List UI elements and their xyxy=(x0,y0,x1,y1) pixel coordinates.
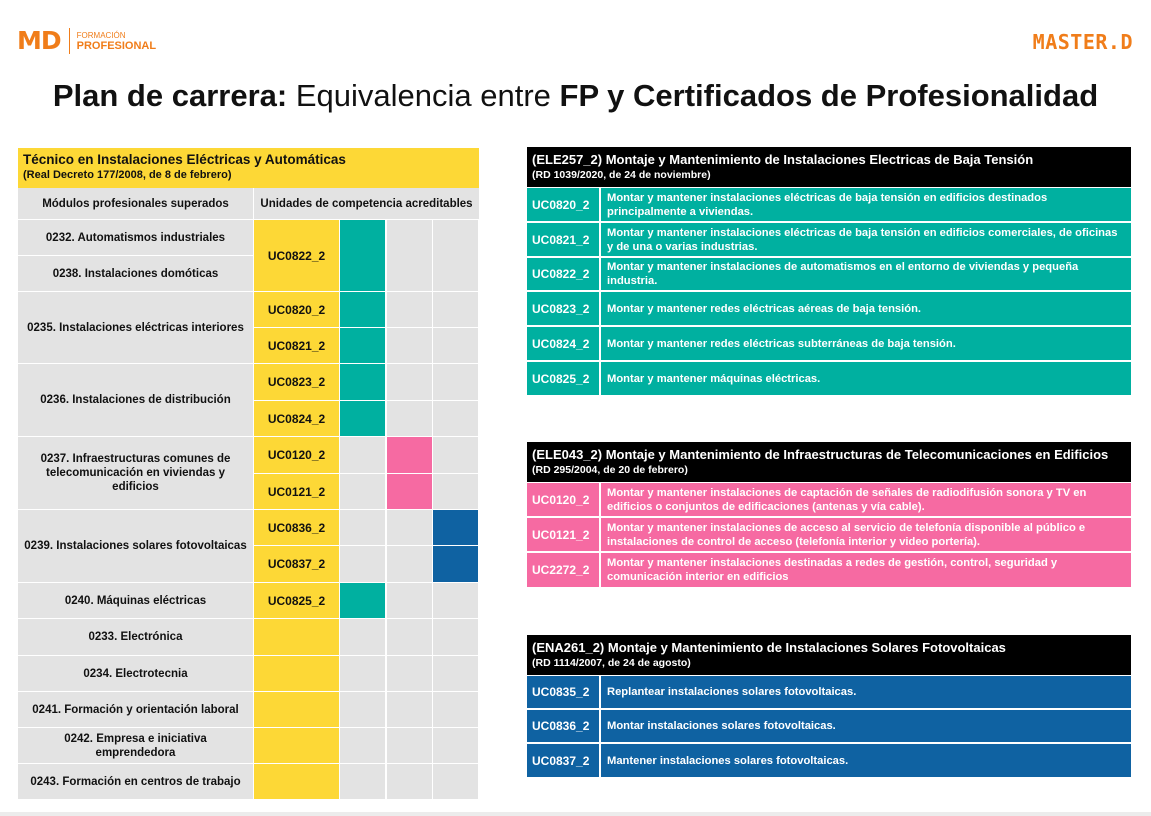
logo-divider xyxy=(69,28,70,54)
equivalence-marker-teal xyxy=(340,364,385,400)
title-bold: Plan de carrera: xyxy=(52,78,288,113)
empty-cell xyxy=(433,220,478,291)
empty-cell xyxy=(433,728,478,763)
empty-unit-cell xyxy=(254,692,339,727)
empty-cell xyxy=(340,656,385,691)
certificate-decree: (RD 1039/2020, de 24 de noviembre) xyxy=(532,169,711,181)
empty-cell xyxy=(387,656,432,691)
equivalence-marker-teal xyxy=(340,401,385,436)
unit-code-cell: UC0837_2 xyxy=(254,546,339,582)
empty-unit-cell xyxy=(254,728,339,763)
competency-description: Montar y mantener redes eléctricas subterráneas de baja tensión. xyxy=(601,327,1131,360)
competency-code: UC0824_2 xyxy=(527,327,599,360)
competency-description: Montar instalaciones solares fotovoltaicas. xyxy=(601,710,1131,742)
competency-code: UC0820_2 xyxy=(527,188,599,221)
empty-cell xyxy=(387,546,432,582)
empty-cell xyxy=(387,583,432,618)
competency-code: UC0836_2 xyxy=(527,710,599,742)
unit-code-cell: UC0836_2 xyxy=(254,510,339,545)
empty-cell xyxy=(387,619,432,655)
module-cell: 0240. Máquinas eléctricas xyxy=(18,583,253,618)
empty-cell xyxy=(387,401,432,436)
module-cell: 0241. Formación y orientación laboral xyxy=(18,692,253,727)
empty-cell xyxy=(433,692,478,727)
empty-cell xyxy=(340,437,385,473)
empty-cell xyxy=(433,292,478,327)
competency-row xyxy=(527,223,1131,256)
competency-code: UC0823_2 xyxy=(527,292,599,325)
competency-description: Replantear instalaciones solares fotovoltaicas. xyxy=(601,676,1131,708)
module-cell: 0235. Instalaciones eléctricas interiores xyxy=(18,292,253,363)
competency-row xyxy=(527,676,1131,708)
module-cell: 0234. Electrotecnia xyxy=(18,656,253,691)
competency-code: UC0120_2 xyxy=(527,483,599,516)
empty-cell xyxy=(387,692,432,727)
unit-code-cell: UC0821_2 xyxy=(254,328,339,363)
bottom-divider xyxy=(0,812,1151,816)
empty-cell xyxy=(340,764,385,799)
md-formacion-profesional-logo xyxy=(17,28,156,54)
module-cell: 0233. Electrónica xyxy=(18,619,253,655)
module-cell: 0239. Instalaciones solares fotovoltaicas xyxy=(18,510,253,582)
empty-unit-cell xyxy=(254,764,339,799)
unit-code-cell: UC0824_2 xyxy=(254,401,339,436)
empty-cell xyxy=(433,619,478,655)
fp-title: Técnico en Instalaciones Eléctricas y Automáticas xyxy=(23,152,346,167)
fp-decree: (Real Decreto 177/2008, de 8 de febrero) xyxy=(23,169,232,181)
equivalence-marker-pink xyxy=(387,437,432,473)
empty-cell xyxy=(433,764,478,799)
empty-cell xyxy=(387,328,432,363)
equivalence-marker-teal xyxy=(340,583,385,618)
empty-cell xyxy=(433,437,478,473)
empty-cell xyxy=(433,364,478,400)
empty-cell xyxy=(433,583,478,618)
competency-row xyxy=(527,362,1131,395)
fp-title-header xyxy=(18,148,479,188)
competency-row xyxy=(527,258,1131,290)
unit-code-cell: UC0820_2 xyxy=(254,292,339,327)
competency-row xyxy=(527,292,1131,325)
certificate-header xyxy=(527,635,1131,675)
module-cell: 0237. Infraestructuras comunes de telecomunicación en viviendas y edificios xyxy=(18,437,253,509)
empty-cell xyxy=(340,728,385,763)
unit-code-cell: UC0121_2 xyxy=(254,474,339,509)
competency-code: UC2272_2 xyxy=(527,553,599,587)
unit-code-cell: UC0823_2 xyxy=(254,364,339,400)
module-cell: 0242. Empresa e iniciativa emprendedora xyxy=(18,728,253,763)
empty-unit-cell xyxy=(254,656,339,691)
competency-description: Montar y mantener instalaciones destinadas a redes de gestión, control, seguridad y comunicación interior en edificios xyxy=(601,553,1131,587)
certificate-title: (ELE257_2) Montaje y Mantenimiento de Instalaciones Electricas de Baja Tensión xyxy=(532,152,1034,167)
competency-row xyxy=(527,710,1131,742)
competency-row xyxy=(527,188,1131,221)
page-title xyxy=(0,78,1151,114)
empty-cell xyxy=(387,220,432,291)
unit-code-cell: UC0822_2 xyxy=(254,220,339,291)
empty-cell xyxy=(340,546,385,582)
module-cell: 0238. Instalaciones domóticas xyxy=(18,256,253,291)
competency-code: UC0821_2 xyxy=(527,223,599,256)
module-cell: 0236. Instalaciones de distribución xyxy=(18,364,253,436)
logo-text xyxy=(77,30,156,52)
competency-code: UC0837_2 xyxy=(527,744,599,777)
competency-description: Montar y mantener instalaciones eléctricas de baja tensión en edificios comerciales, de oficinas y de una o varias industrias. xyxy=(601,223,1131,256)
title-middle: Equivalencia entre xyxy=(295,78,551,113)
certificate-decree: (RD 1114/2007, de 24 de agosto) xyxy=(532,657,691,669)
col-header-modules: Módulos profesionales superados xyxy=(18,188,253,219)
certificate-title: (ENA261_2) Montaje y Mantenimiento de Instalaciones Solares Fotovoltaicas xyxy=(532,640,1006,655)
competency-row xyxy=(527,518,1131,551)
competency-row xyxy=(527,483,1131,516)
competency-description: Montar y mantener instalaciones de captación de señales de radiodifusión sonora y TV en edificios o conjuntos de edificaciones (antenas y vía cable). xyxy=(601,483,1131,516)
empty-cell xyxy=(433,401,478,436)
competency-row xyxy=(527,553,1131,587)
empty-cell xyxy=(340,510,385,545)
md-logo-mark: MD xyxy=(17,26,61,55)
empty-cell xyxy=(387,764,432,799)
competency-description: Montar y mantener máquinas eléctricas. xyxy=(601,362,1131,395)
equivalence-marker-blue xyxy=(433,546,478,582)
competency-code: UC0121_2 xyxy=(527,518,599,551)
certificate-header xyxy=(527,442,1131,482)
empty-cell xyxy=(387,510,432,545)
empty-cell xyxy=(340,619,385,655)
equivalence-marker-teal xyxy=(340,328,385,363)
certificate-decree: (RD 295/2004, de 20 de febrero) xyxy=(532,464,688,476)
equivalence-marker-teal xyxy=(340,292,385,327)
empty-cell xyxy=(340,474,385,509)
empty-cell xyxy=(433,474,478,509)
unit-code-cell: UC0825_2 xyxy=(254,583,339,618)
competency-description: Montar y mantener redes eléctricas aéreas de baja tensión. xyxy=(601,292,1131,325)
equivalence-marker-pink xyxy=(387,474,432,509)
empty-cell xyxy=(340,692,385,727)
competency-row xyxy=(527,327,1131,360)
equivalence-marker-teal xyxy=(340,220,385,291)
logo-text-bottom: PROFESIONAL xyxy=(76,40,157,52)
unit-code-cell: UC0120_2 xyxy=(254,437,339,473)
logo-text-top: FORMACIÓN xyxy=(76,31,126,40)
competency-code: UC0822_2 xyxy=(527,258,599,290)
empty-cell xyxy=(433,656,478,691)
competency-code: UC0825_2 xyxy=(527,362,599,395)
master-d-logo: MASTER.D xyxy=(1032,30,1133,54)
empty-cell xyxy=(433,328,478,363)
empty-cell xyxy=(387,728,432,763)
competency-description: Montar y mantener instalaciones eléctricas de baja tensión en edificios destinados principalmente a viviendas. xyxy=(601,188,1131,221)
module-cell: 0243. Formación en centros de trabajo xyxy=(18,764,253,799)
competency-description: Montar y mantener instalaciones de automatismos en el entorno de viviendas y pequeña industria. xyxy=(601,258,1131,290)
col-header-units: Unidades de competencia acreditables xyxy=(254,188,479,219)
empty-cell xyxy=(387,364,432,400)
equivalence-marker-blue xyxy=(433,510,478,545)
title-end: FP y Certificados de Profesionalidad xyxy=(559,78,1099,113)
competency-description: Montar y mantener instalaciones de acceso al servicio de telefonía disponible al público e instalaciones de control de acceso (telefonía interior y video portería). xyxy=(601,518,1131,551)
certificate-title: (ELE043_2) Montaje y Mantenimiento de Infraestructuras de Telecomunicaciones en Edificios xyxy=(532,447,1109,462)
empty-unit-cell xyxy=(254,619,339,655)
certificate-header xyxy=(527,147,1131,187)
competency-code: UC0835_2 xyxy=(527,676,599,708)
competency-description: Mantener instalaciones solares fotovoltaicas. xyxy=(601,744,1131,777)
empty-cell xyxy=(387,292,432,327)
competency-row xyxy=(527,744,1131,777)
module-cell: 0232. Automatismos industriales xyxy=(18,220,253,255)
